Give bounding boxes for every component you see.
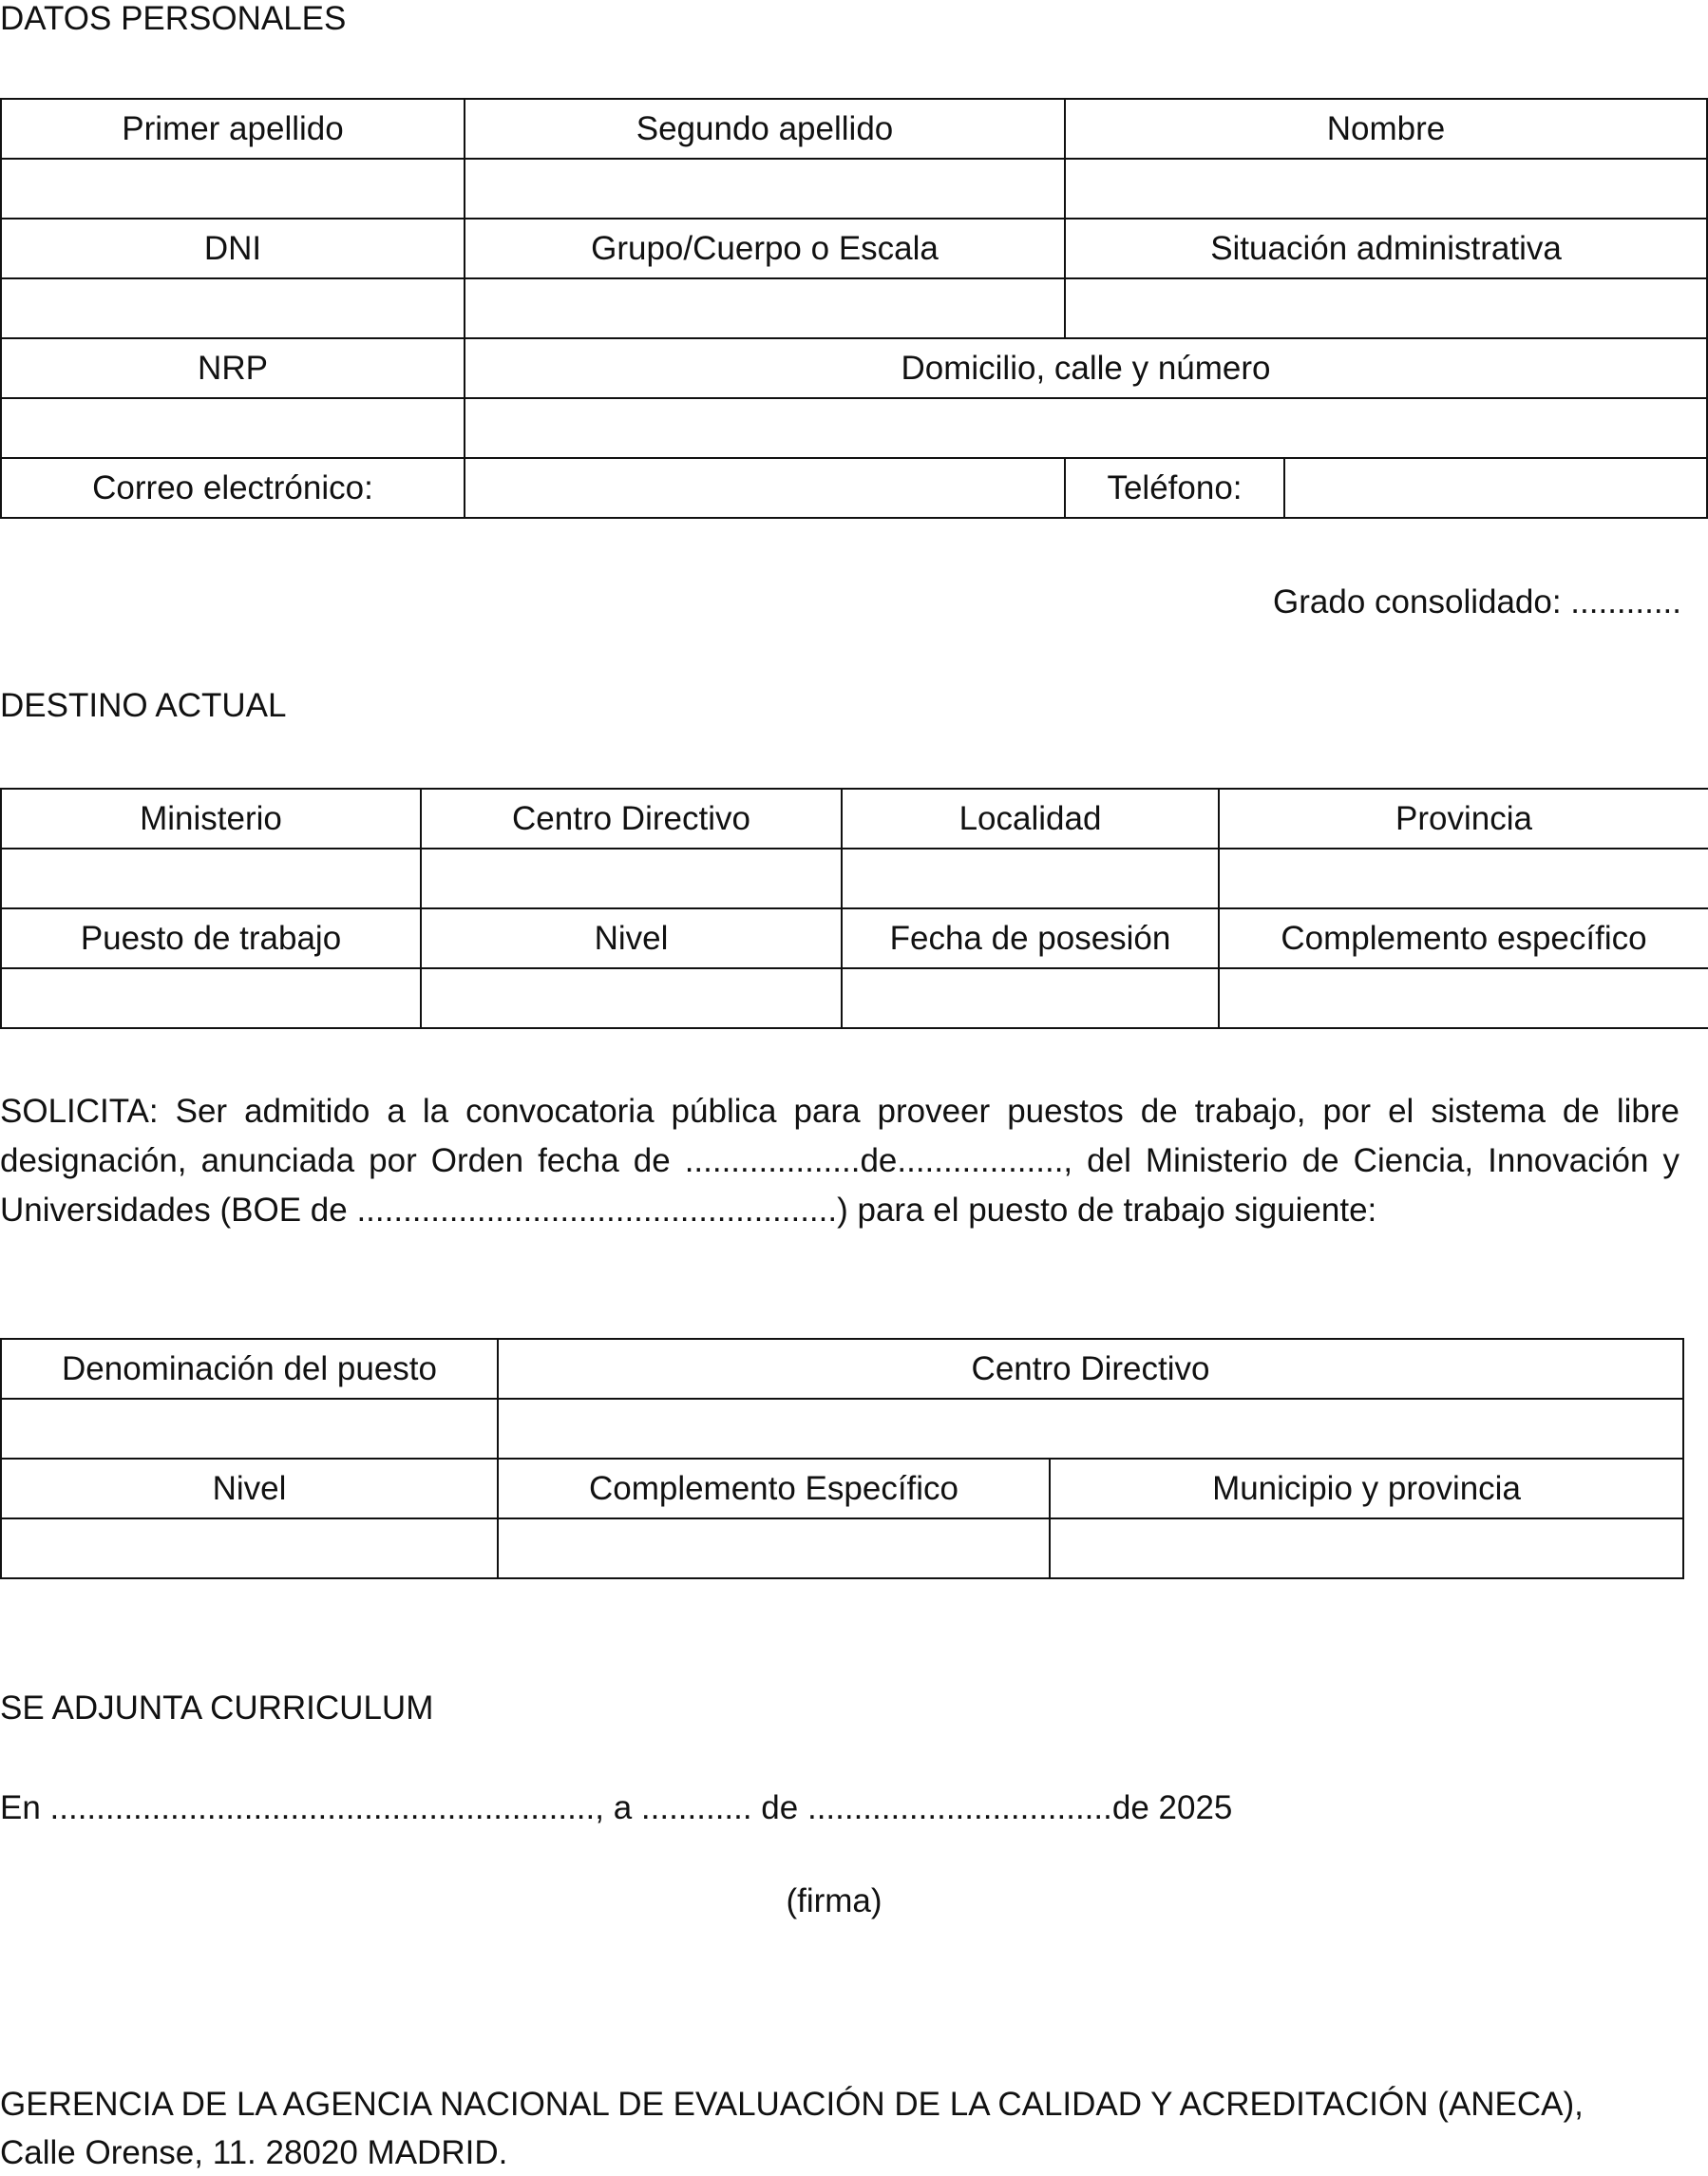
field-nrp[interactable] — [1, 398, 465, 458]
label-localidad: Localidad — [842, 789, 1219, 849]
label-dni: DNI — [1, 219, 465, 278]
field-denominacion-puesto[interactable] — [1, 1399, 498, 1459]
label-nrp: NRP — [1, 338, 465, 398]
label-fecha-posesion: Fecha de posesión — [842, 908, 1219, 968]
label-puesto-trabajo: Puesto de trabajo — [1, 908, 421, 968]
field-complemento-solicitado[interactable] — [498, 1518, 1050, 1578]
grado-consolidado: Grado consolidado: ............ — [1273, 583, 1681, 620]
label-provincia: Provincia — [1219, 789, 1708, 849]
section-title-destino-actual: DESTINO ACTUAL — [0, 687, 287, 724]
label-nivel-solicitado: Nivel — [1, 1459, 498, 1518]
label-complemento-solicitado: Complemento Específico — [498, 1459, 1050, 1518]
label-situacion: Situación administrativa — [1065, 219, 1707, 278]
field-segundo-apellido[interactable] — [465, 159, 1065, 219]
field-domicilio[interactable] — [465, 398, 1707, 458]
label-nivel: Nivel — [421, 908, 842, 968]
field-dni[interactable] — [1, 278, 465, 338]
field-telefono[interactable] — [1284, 458, 1707, 518]
label-ministerio: Ministerio — [1, 789, 421, 849]
field-provincia[interactable] — [1219, 849, 1708, 908]
label-complemento-especifico: Complemento específico — [1219, 908, 1708, 968]
field-primer-apellido[interactable] — [1, 159, 465, 219]
field-situacion[interactable] — [1065, 278, 1707, 338]
label-domicilio: Domicilio, calle y número — [465, 338, 1707, 398]
field-localidad[interactable] — [842, 849, 1219, 908]
field-municipio-provincia[interactable] — [1050, 1518, 1683, 1578]
datos-personales-table — [0, 98, 1708, 519]
field-centro-directivo[interactable] — [421, 849, 842, 908]
label-centro-directivo: Centro Directivo — [421, 789, 842, 849]
field-fecha-posesion[interactable] — [842, 968, 1219, 1028]
label-nombre: Nombre — [1065, 99, 1707, 159]
se-adjunta-curriculum: SE ADJUNTA CURRICULUM — [0, 1689, 434, 1727]
label-correo: Correo electrónico: — [1, 458, 465, 518]
field-ministerio[interactable] — [1, 849, 421, 908]
destino-actual-table — [0, 788, 1708, 1029]
field-grupo[interactable] — [465, 278, 1065, 338]
field-puesto-trabajo[interactable] — [1, 968, 421, 1028]
field-centro-directivo-solicitado[interactable] — [498, 1399, 1683, 1459]
field-nivel[interactable] — [421, 968, 842, 1028]
label-primer-apellido: Primer apellido — [1, 99, 465, 159]
destinatario-line-1: GERENCIA DE LA AGENCIA NACIONAL DE EVALUACIÓN DE LA CALIDAD Y ACREDITACIÓN (ANECA), — [0, 2086, 1584, 2123]
field-complemento-especifico[interactable] — [1219, 968, 1708, 1028]
destinatario-line-2: Calle Orense, 11. 28020 MADRID. — [0, 2134, 508, 2171]
fecha-line: En ..........................................................., a ............ de .................................de 2025 — [0, 1789, 1233, 1826]
label-segundo-apellido: Segundo apellido — [465, 99, 1065, 159]
solicita-paragraph: SOLICITA: Ser admitido a la convocatoria pública para proveer puestos de trabajo, por el sistema de libre designación, anunciada por Orden fecha de ...................de.................., del Ministerio de Ciencia, Innovación y Universidades (BOE de ....................................................) para el puesto de trabajo siguiente: — [0, 1093, 1680, 1229]
label-telefono: Teléfono: — [1065, 458, 1284, 518]
field-nombre[interactable] — [1065, 159, 1707, 219]
label-grupo: Grupo/Cuerpo o Escala — [465, 219, 1065, 278]
field-correo[interactable] — [465, 458, 1065, 518]
label-municipio-provincia: Municipio y provincia — [1050, 1459, 1683, 1518]
field-nivel-solicitado[interactable] — [1, 1518, 498, 1578]
puesto-solicitado-table — [0, 1338, 1684, 1579]
section-title-datos-personales: DATOS PERSONALES — [0, 0, 347, 37]
label-centro-directivo-solicitado: Centro Directivo — [498, 1339, 1683, 1399]
firma-label: (firma) — [786, 1882, 882, 1919]
label-denominacion-puesto: Denominación del puesto — [1, 1339, 498, 1399]
